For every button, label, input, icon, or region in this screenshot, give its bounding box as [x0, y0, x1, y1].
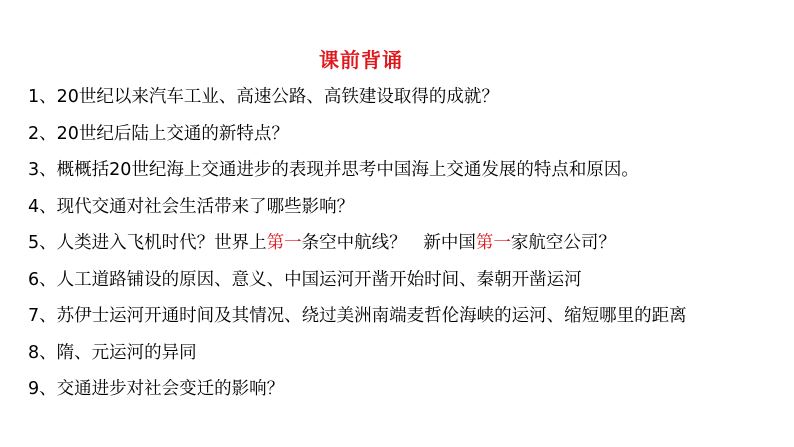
question-item-9: 9、交通进步对社会变迁的影响？ [28, 379, 285, 399]
slide-title: 课前背诵 [319, 48, 403, 72]
question-item-1: 1、20世纪以来汽车工业、高速公路、高铁建设取得的成就？ [28, 87, 499, 107]
question-list [28, 84, 788, 413]
question-item-2: 2、20世纪后陆上交通的新特点？ [28, 123, 289, 144]
question-item-5-part-2: 条空中航线？ 新中国 [301, 233, 476, 253]
question-item-6: 6、人工道路铺设的原因、意义、中国运河开凿开始时间、秦朝开凿运河 [28, 269, 582, 290]
question-item-7: 7、苏伊士运河开通时间及其情况、绕过美洲南端麦哲伦海峡的运河、缩短哪里的距离 [28, 306, 687, 326]
question-item-5-part-3: 家航空公司？ [510, 233, 616, 253]
question-item-5 [28, 230, 788, 267]
highlight-first-1: 第一 [266, 233, 302, 253]
question-item-3: 3、概概括20世纪海上交通进步的表现并思考中国海上交通发展的特点和原因。 [28, 160, 639, 180]
highlight-first-2: 第一 [475, 233, 511, 253]
question-item-8: 8、隋、元运河的异同 [28, 342, 197, 363]
question-item-4: 4、现代交通对社会生活带来了哪些影响？ [28, 196, 355, 217]
question-item-5-part-1: 5、人类进入飞机时代？世界上 [28, 233, 267, 253]
